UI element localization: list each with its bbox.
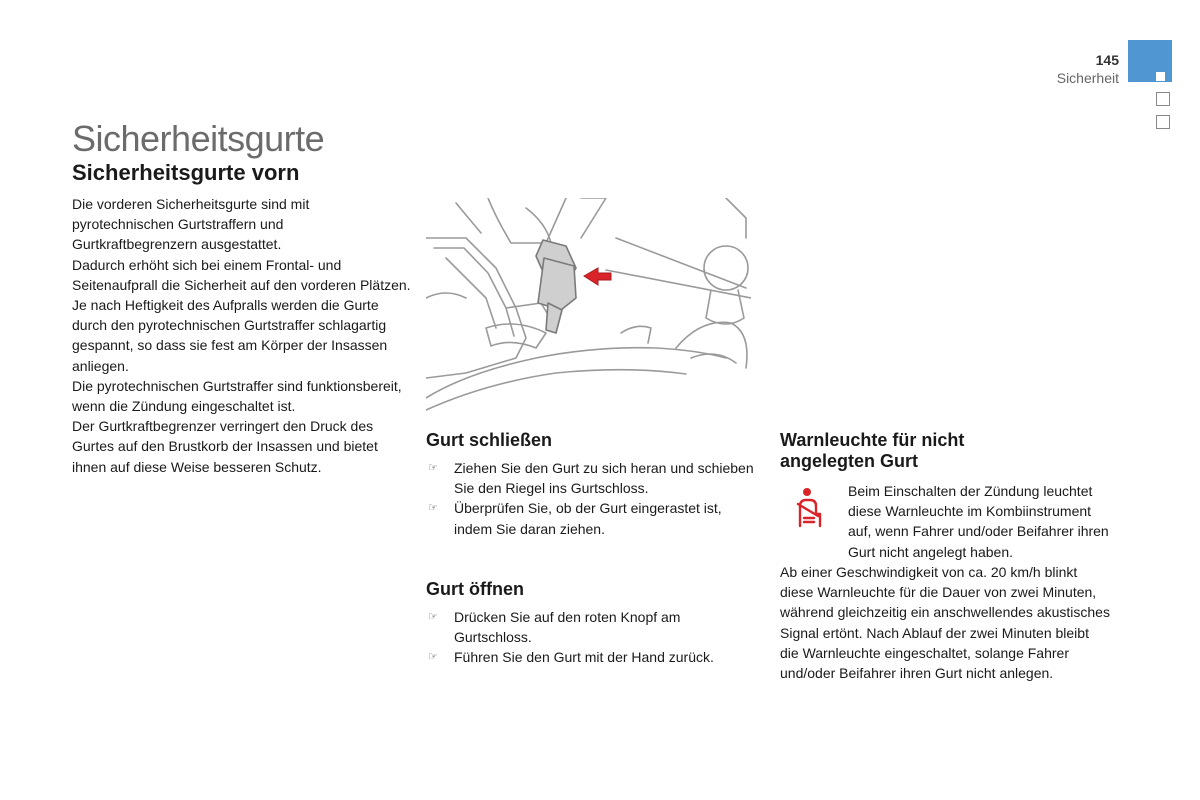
list-item xyxy=(426,458,756,498)
intro-paragraph: Der Gurtkraftbegrenzer verringert den Druck des Gurtes auf den Brustkorb der Insassen und bietet ihnen auf diese Weise besseren Schutz. xyxy=(72,418,378,475)
warning-description xyxy=(780,562,1110,683)
warning-icon-description xyxy=(848,481,1110,562)
warning-heading xyxy=(780,430,1040,472)
close-heading: Gurt schließen xyxy=(426,430,553,450)
intro-paragraph: Die vorderen Sicherheitsgurte sind mit pyrotechnischen Gurtstraffern und Gurtkraftbegrenzern ausgestattet. xyxy=(72,196,310,253)
intro-paragraph: Die pyrotechnischen Gurtstraffer sind funktionsbereit, wenn die Zündung eingeschaltet ist. xyxy=(72,377,402,415)
pointing-hand-icon: ☞ xyxy=(428,611,438,623)
list-item-text: Führen Sie den Gurt mit der Hand zurück. xyxy=(454,649,714,666)
page-title: Sicherheitsgurte xyxy=(72,118,325,159)
chapter-tab xyxy=(1156,92,1170,106)
list-item-text: Drücken Sie auf den roten Knopf am Gurtschloss. xyxy=(454,609,681,646)
pointing-hand-icon: ☞ xyxy=(428,651,438,664)
seatbelt-buckle-illustration xyxy=(426,198,751,416)
open-steps xyxy=(426,607,756,668)
chapter-tab-active xyxy=(1128,40,1172,82)
warning-heading-line: angelegten Gurt xyxy=(780,451,919,471)
close-steps xyxy=(426,458,756,539)
pointing-hand-icon: ☞ xyxy=(428,502,438,515)
pointing-hand-icon: ☞ xyxy=(428,462,438,474)
open-heading: Gurt öffnen xyxy=(426,579,524,599)
list-item-text: Ziehen Sie den Gurt zu sich heran und schieben Sie den Riegel ins Gurtschloss. xyxy=(454,460,754,497)
list-item xyxy=(426,607,756,647)
list-item-text: Überprüfen Sie, ob der Gurt eingerastet ist, indem Sie daran ziehen. xyxy=(454,500,722,537)
chapter-tab-dot xyxy=(1156,72,1165,81)
warning-heading-line: Warnleuchte für nicht xyxy=(780,430,965,450)
warning-paragraph: Beim Einschalten der Zündung leuchtet diese Warnleuchte im Kombiinstrument auf, wenn Fahrer und/oder Beifahrer ihren Gurt nicht angelegt haben. xyxy=(848,483,1109,560)
chapter-tab xyxy=(1156,115,1170,129)
intro-text xyxy=(72,194,412,477)
intro-paragraph: Dadurch erhöht sich bei einem Frontal- und Seitenaufprall die Sicherheit auf den vorderen Plätzen. Je nach Heftigkeit des Aufpralls werden die Gurte durch den pyrotechnischen Gurtstraffer schlagartig gespannt, so dass sie fest am Körper der Insassen anliegen. xyxy=(72,256,411,374)
warning-paragraph: Ab einer Geschwindigkeit von ca. 20 km/h blinkt diese Warnleuchte für die Dauer von zwei Minuten, während gleichzeitig ein anschwellendes akustisches Signal ertönt. Nach Ablauf der zwei Minuten bleibt die Warnleuchte eingeschaltet, solange Fahrer und/oder Beifahrer ihren Gurt nicht anlegen. xyxy=(780,564,1110,682)
list-item xyxy=(426,647,756,667)
list-item xyxy=(426,498,756,538)
page-section: Sicherheit xyxy=(1056,70,1119,86)
page-number: 145 xyxy=(1095,52,1119,68)
section-title: Sicherheitsgurte vorn xyxy=(72,160,300,185)
seatbelt-warning-icon xyxy=(792,486,826,530)
